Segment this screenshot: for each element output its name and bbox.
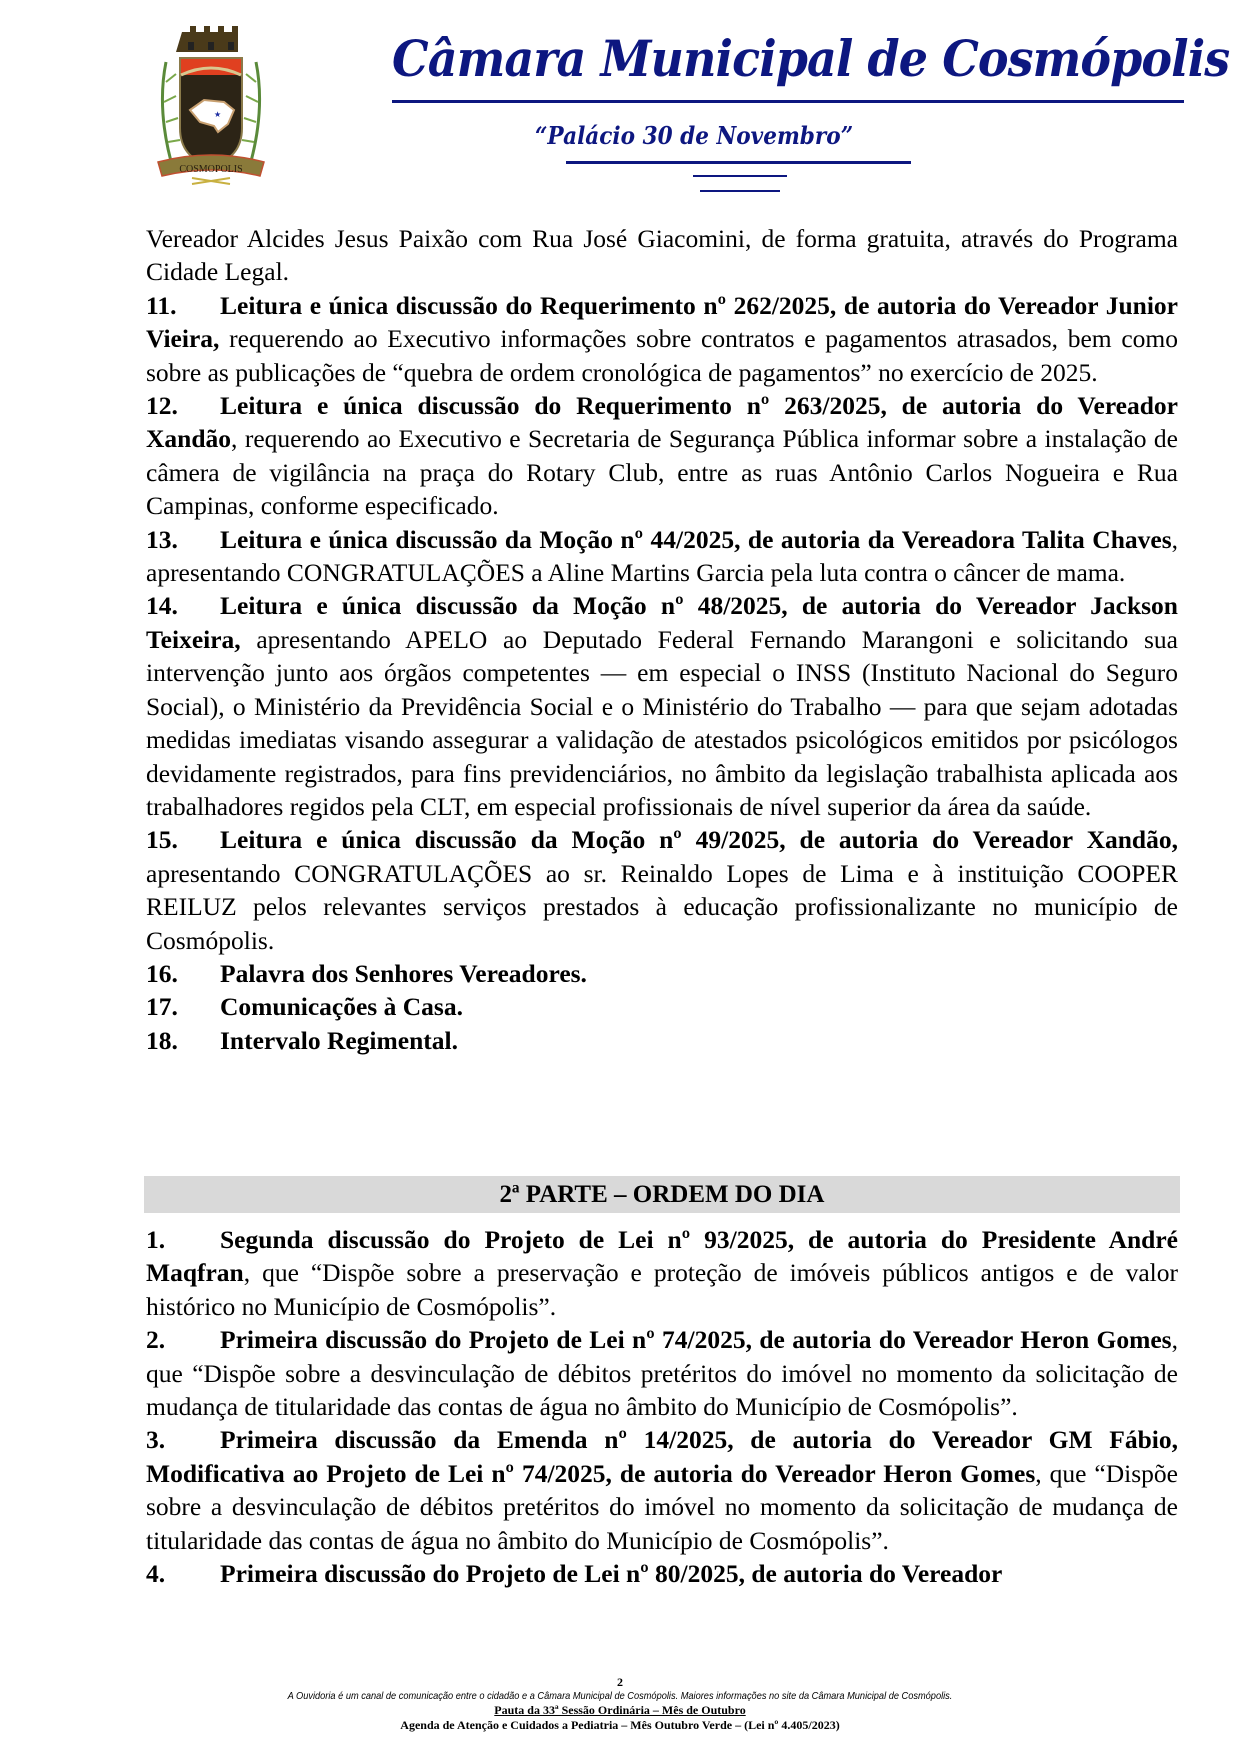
agenda-item: 14. Leitura e única discussão da Moção nº 48/2025, de autoria do Vereador Jackson Teixeira, apresentando APELO ao Deputado Federal Fernando Marangoni e solicitando sua intervenção junto aos órgãos competentes — em especial o INSS (Instituto Nacional do Seguro Social), o Ministério da Previdência Social e o Ministério do Trabalho — para que sejam adotadas medidas imediatas visando assegurar a validação de atestados psicológicos emitidos por psicólogos devidamente registrados, para fins previdenciários, no âmbito da legislação trabalhista aplicada aos trabalhadores regidos pela CLT, em especial profissionais de nível superior da área da saúde. [146, 591, 1178, 821]
page-footer [120, 1675, 1120, 1733]
palace-subtitle: “Palácio 30 de Novembro” [535, 121, 854, 150]
decorative-rule [700, 190, 780, 192]
page-number: 2 [617, 1675, 623, 1689]
title-underline [392, 100, 1184, 103]
campaign-note: Agenda de Atenção e Cuidados a Pediatria – Mês Outubro Verde – (Lei nº 4.405/2023) [400, 1718, 840, 1732]
agenda-item: 4. Primeira discussão do Projeto de Lei nº 80/2025, de autoria do Vereador [146, 1559, 1003, 1589]
agenda-item: 16. Palavra dos Senhores Vereadores. [146, 958, 587, 988]
agenda-item: 2. Primeira discussão do Projeto de Lei nº 74/2025, de autoria do Vereador Heron Gomes, que “Dispõe sobre a desvinculação de débitos pretéritos do imóvel no momento da solicitação de mudança de titularidade das contas de água no âmbito do Município de Cosmópolis”. [146, 1325, 1178, 1422]
agenda-part1 [146, 222, 1178, 1057]
section-heading: 2ª PARTE – ORDEM DO DIA [499, 1181, 825, 1208]
continuation-paragraph: Vereador Alcides Jesus Paixão com Rua José Giacomini, de forma gratuita, através do Programa Cidade Legal. [146, 224, 1178, 287]
agenda-part2 [146, 1223, 1178, 1590]
svg-text:★: ★ [214, 110, 222, 119]
ouvidoria-note: A Ouvidoria é um canal de comunicação entre o cidadão e a Câmara Municipal de Cosmópolis. Maiores informações no site da Câmara Municipal de Cosmópolis. [287, 1690, 953, 1702]
coat-of-arms-logo [152, 22, 270, 192]
svg-text:COSMOPOLIS: COSMOPOLIS [179, 164, 243, 175]
session-agenda-title: Pauta da 33ª Sessão Ordinária – Mês de Outubro [494, 1703, 746, 1717]
agenda-item: 13. Leitura e única discussão da Moção nº 44/2025, de autoria da Vereadora Talita Chaves, apresentando CONGRATULAÇÕES a Aline Martins Garcia pela luta contra o câncer de mama. [146, 524, 1178, 588]
agenda-item: 12. Leitura e única discussão do Requerimento nº 263/2025, de autoria do Vereador Xandão, requerendo ao Executivo e Secretaria de Segurança Pública informar sobre a instalação de câmera de vigilância na praça do Rotary Club, entre as ruas Antônio Carlos Nogueira e Rua Campinas, conforme especificado. [146, 391, 1178, 521]
agenda-item: 3. Primeira discussão da Emenda nº 14/2025, de autoria do Vereador GM Fábio, Modificativa ao Projeto de Lei nº 74/2025, de autoria do Vereador Heron Gomes, que “Dispõe sobre a desvinculação de débitos pretéritos do imóvel no momento da solicitação de mudança de titularidade das contas de água no âmbito do Município de Cosmópolis”. [146, 1425, 1178, 1555]
decorative-rule [566, 161, 911, 164]
agenda-item: 17. Comunicações à Casa. [146, 992, 463, 1022]
agenda-item: 15. Leitura e única discussão da Moção nº 49/2025, de autoria do Vereador Xandão, apresentando CONGRATULAÇÕES ao sr. Reinaldo Lopes de Lima e à instituição COOPER REILUZ pelos relevantes serviços prestados à educação profissionalizante no município de Cosmópolis. [146, 825, 1178, 955]
letterhead [0, 0, 1240, 200]
agenda-item: 18. Intervalo Regimental. [146, 1025, 458, 1055]
agenda-item: 1. Segunda discussão do Projeto de Lei nº 93/2025, de autoria do Presidente André Maqfran, que “Dispõe sobre a preservação e proteção de imóveis públicos antigos e de valor histórico no Município de Cosmópolis”. [146, 1225, 1178, 1321]
decorative-rule [693, 175, 787, 177]
agenda-item: 11. Leitura e única discussão do Requerimento nº 262/2025, de autoria do Vereador Junior Vieira, requerendo ao Executivo informações sobre contratos e pagamentos atrasados, bem como sobre as publicações de “quebra de ordem cronológica de pagamentos” no exercício de 2025. [146, 290, 1178, 387]
chamber-title: Câmara Municipal de Cosmópolis [392, 29, 1230, 88]
